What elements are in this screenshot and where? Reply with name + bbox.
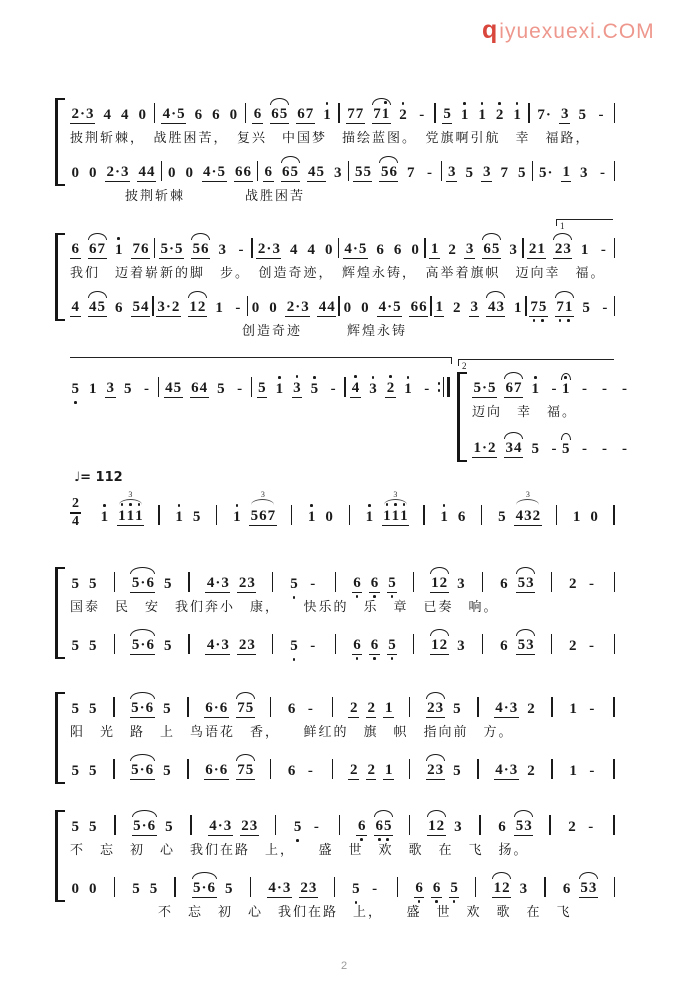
watermark-logo-q: q — [482, 16, 499, 44]
lyrics-line-voice2: 披荆斩棘 战胜困苦 — [125, 188, 306, 203]
watermark — [482, 16, 655, 45]
notes-line-voice2: 0 0 2 · 3 4 4 0 0 4 · 5 6 6 6 6 5 4 5 3 5 5 5 6 7 - 3 5 3 7 5 5 · 1 3 - — [70, 156, 615, 182]
volta-1-label: 1 — [560, 221, 565, 231]
page-number: 2 — [341, 960, 348, 972]
volta-1-continuation-line — [70, 357, 452, 358]
notes-line-voice2: 1 · 2 3 4 5 - 5 - - - — [472, 432, 614, 458]
time-signature-bottom: 4 — [72, 514, 79, 530]
voice-bracket — [55, 810, 65, 902]
system-3-second-ending — [472, 372, 628, 458]
notes-line-voice1: 5 5 5 · 6 5 4 · 3 2 3 5 - 6 6 5 1 2 3 6 5 3 2 - — [70, 567, 615, 593]
watermark-text: iyuexuexi.COM — [499, 20, 655, 43]
lyrics-line-voice1: 不 忘 初 心 我们在路 上， 盛 世 欢 歌 在 飞 扬。 — [70, 842, 529, 857]
voice-bracket — [55, 233, 65, 321]
system-4 — [70, 489, 615, 530]
volta-2-label: 2 — [462, 361, 467, 371]
lyrics-line: 阳 光 路 上 鸟语花 香， 鲜红的 旗 帜 指向前 方。 — [70, 724, 514, 739]
notes-line-voice1: 5 · 5 6 7 1 - 1 - - - — [472, 372, 614, 398]
lyrics-line-voice1: 披荆斩棘， 战胜困苦， 复兴 中国梦 描绘蓝图。 党旗啊引航 幸 福路， — [70, 130, 591, 145]
notes-line-voice2: 5 5 5 · 6 5 4 · 3 2 3 5 - 6 6 5 1 2 3 6 5 3 2 - — [70, 629, 615, 655]
system-7 — [70, 810, 615, 920]
notes-line: 5 1 3 5 - 4 5 6 4 5 - 5 1 3 5 - 4 3 2 1 - — [70, 372, 450, 398]
voice-bracket — [55, 692, 65, 784]
voice-bracket — [457, 372, 467, 462]
lyrics-line-voice2: 创造奇迹 辉煌永铸 — [242, 323, 408, 338]
notes-line-voice2: 4 4 5 6 5 4 3 · 2 1 2 1 - 0 0 2 · 3 4 4 0 0 4 · 5 6 6 1 2 3 4 3 1 7 5 7 1 5 - — [70, 291, 615, 317]
lyrics-line: 迈向 幸 福。 — [472, 404, 578, 419]
time-signature-top: 2 — [72, 495, 79, 511]
system-2 — [70, 233, 615, 339]
volta-1-bracket — [556, 219, 613, 231]
voice-bracket — [55, 567, 65, 659]
system-6 — [70, 692, 615, 780]
voice-bracket — [55, 98, 65, 186]
time-signature — [70, 497, 81, 530]
notes-line-voice1: 5 5 5 · 6 5 6 · 6 7 5 6 - 2 2 1 2 3 5 4 · 3 2 1 - — [70, 692, 615, 718]
system-3-repeat-line — [70, 372, 450, 398]
notes-line-voice2: 0 0 5 5 5 · 6 5 4 · 3 2 3 5 - 6 6 5 1 2 3 6 5 3 — [70, 872, 615, 898]
notes-line-voice1: 6 6 7 1 7 6 5 · 5 5 6 3 - 2 · 3 4 4 0 4 · 5 6 6 0 1 2 3 6 5 3 2 1 2 3 1 - — [70, 233, 615, 259]
notes-line-voice1: 2 · 3 4 4 0 4 · 5 6 6 0 6 6 5 6 7 1 7 7 7 1 2 - 5 1 1 2 1 7 · 3 5 - — [70, 98, 615, 124]
notes-line: 2 4 1 1 1 1 3 1 5 1 5 6 7 3 1 0 1 1 1 1 3 1 6 5 4 3 2 3 1 0 — [70, 500, 615, 526]
lyrics-line: 国泰 民 安 我们奔小 康， 快乐的 乐 章 已奏 响。 — [70, 599, 499, 614]
tempo-marking: ♩= 112 — [74, 470, 123, 485]
system-1 — [70, 98, 615, 204]
system-5 — [70, 567, 615, 655]
volta-2-bracket — [458, 359, 614, 371]
notes-line-voice1: 5 5 5 · 6 5 4 · 3 2 3 5 - 6 6 5 1 2 3 6 5 3 2 - — [70, 810, 615, 836]
notes-line-voice2: 5 5 5 · 6 5 6 · 6 7 5 6 - 2 2 1 2 3 5 4 · 3 2 1 - — [70, 754, 615, 780]
lyrics-line-voice1: 我们 迈着崭新的脚 步。 创造奇迹， 辉煌永铸， 高举着旗帜 迈向幸 福。 — [70, 265, 606, 280]
lyrics-line-voice2: 不 忘 初 心 我们在路 上， 盛 世 欢 歌 在 飞 — [158, 904, 572, 919]
